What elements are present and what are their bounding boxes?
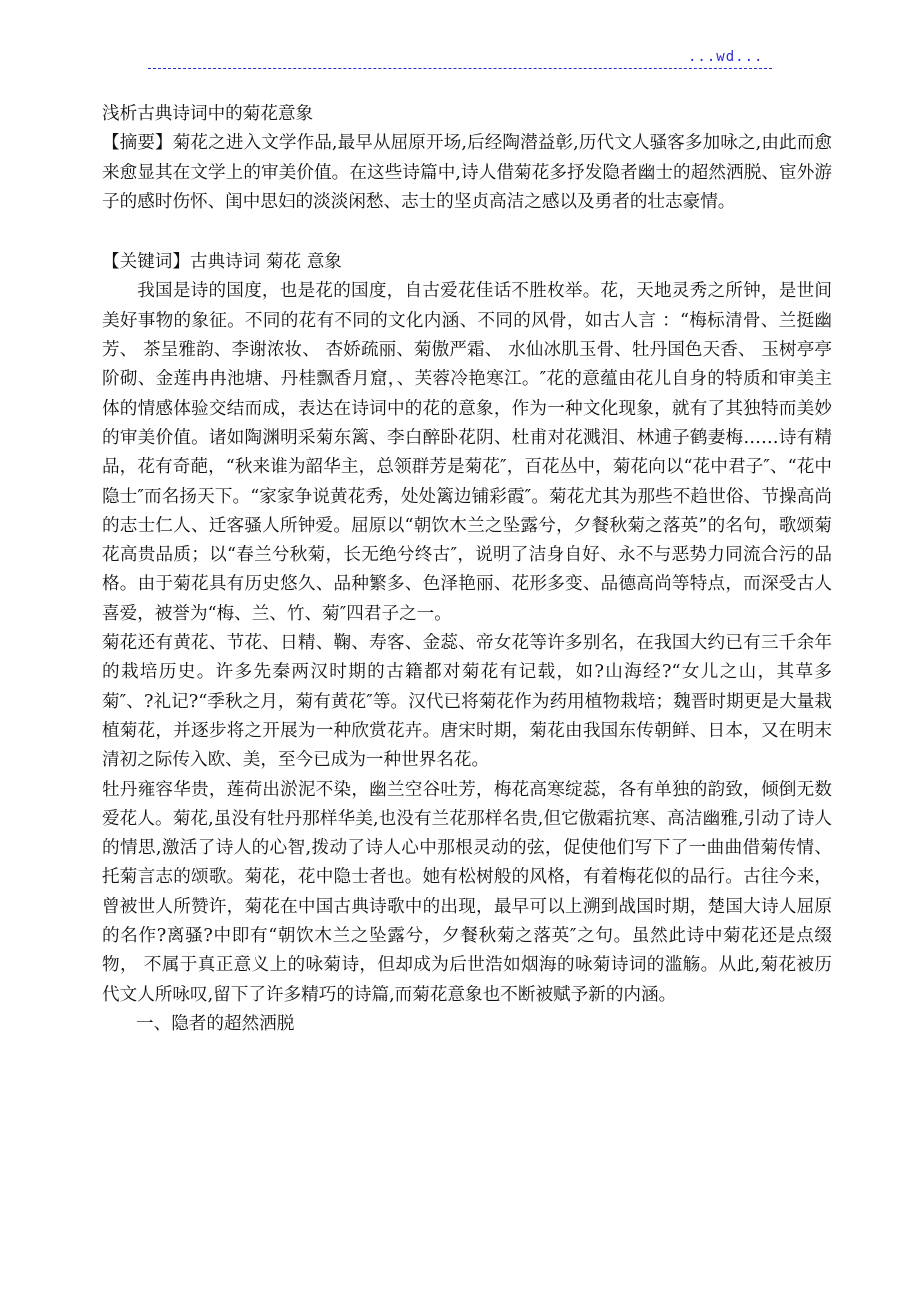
article-title: 浅析古典诗词中的菊花意象 xyxy=(102,104,314,124)
header-mark: ...wd... xyxy=(688,49,764,65)
abstract-paragraph: 【摘要】菊花之进入文学作品,最早从屈原开场,后经陶潜益彰,历代文人骚客多加咏之,由此而愈来愈显其在文学上的审美价值。在这些诗篇中,诗人借菊花多抒发隐者幽士的超然洒脱、宦外游子的感时伤怀、闺中思妇的淡淡闲愁、志士的坚贞高洁之感以及勇者的壮志豪情。 xyxy=(102,133,832,212)
body-paragraph-3: 牡丹雍容华贵，莲荷出淤泥不染，幽兰空谷吐芳，梅花高寒绽蕊，各有单独的韵致，倾倒无数爱花人。菊花,虽没有牡丹那样华美,也没有兰花那样名贵,但它傲霜抗寒、高洁幽雅,引动了诗人的情思,激活了诗人的心智,拨动了诗人心中那根灵动的弦，促使他们写下了一曲曲借菊传情、托菊言志的颂歌。菊花，花中隐士者也。她有松树般的风格，有着梅花似的品行。古往今来，曾被世人所赞许，菊花在中国古典诗歌中的出现，最早可以上溯到战国时期，楚国大诗人屈原的名作?离骚?中即有“朝饮木兰之坠露兮，夕餐秋菊之落英″之句。虽然此诗中菊花还是点缀物， 不属于真正意义上的咏菊诗，但却成为后世浩如烟海的咏菊诗词的滥觞。从此,菊花被历代文人所咏叹,留下了许多精巧的诗篇,而菊花意象也不断被赋予新的内涵。 xyxy=(102,779,832,1005)
section-heading: 一、隐者的超然洒脱 xyxy=(136,1013,295,1034)
spacer xyxy=(102,217,832,248)
body-paragraph-2: 菊花还有黄花、节花、日精、鞠、寿客、金蕊、帝女花等许多别名，在我国大约已有三千余年的栽培历史。许多先秦两汉时期的古籍都对菊花有记载，如?山海经?“女儿之山，其草多菊″、?礼记?“季秋之月，菊有黄花″等。汉代已将菊花作为药用植物栽培；魏晋时期更是大量栽植菊花，并逐步将之开展为一种欣赏花卉。唐宋时期，菊花由我国东传朝鲜、日本，又在明末清初之际传入欧、美，至今已成为一种世界名花。 xyxy=(102,633,832,771)
header-dashed-rule xyxy=(148,68,772,69)
document-body xyxy=(102,100,832,1039)
body-paragraph-1: 我国是诗的国度，也是花的国度，自古爱花佳话不胜枚举。花，天地灵秀之所钟，是世间美好事物的象征。不同的花有不同的文化内涵、不同的风骨，如古人言 ：“梅标清骨、兰挺幽芳、 茶呈雅韵、李谢浓妆、 杏娇疏丽、菊傲严霜、 水仙冰肌玉骨、牡丹国色天香、 玉树亭亭阶砌、金莲冉冉池塘、丹桂飘香月窟，、芙蓉冷艳寒江。″花的意蕴由花儿自身的特质和审美主体的情感体验交结而成，表达在诗词中的花的意象，作为一种文化现象，就有了其独特而美妙的审美价值。诸如陶渊明采菊东篱、李白醉卧花阴、杜甫对花溅泪、林逋子鹤妻梅……诗有精品，花有奇葩，“秋来谁为韶华主，总领群芳是菊花″，百花丛中，菊花向以“花中君子″、“花中隐士″而名扬天下。“家家争说黄花秀，处处篱边铺彩霞″。菊花尤其为那些不趋世俗、节操高尚的志士仁人、迁客骚人所钟爱。屈原以“朝饮木兰之坠露兮，夕餐秋菊之落英”的名句，歌颂菊花高贵品质；以“春兰兮秋菊，长无绝兮终古″，说明了洁身自好、永不与恶势力同流合污的品格。由于菊花具有历史悠久、品种繁多、色泽艳丽、花形多变、品德高尚等特点，而深受古人喜爱，被誉为“梅、兰、竹、菊″四君子之一。 xyxy=(102,281,832,624)
keywords-line: 【关键词】古典诗词 菊花 意象 xyxy=(102,252,342,273)
